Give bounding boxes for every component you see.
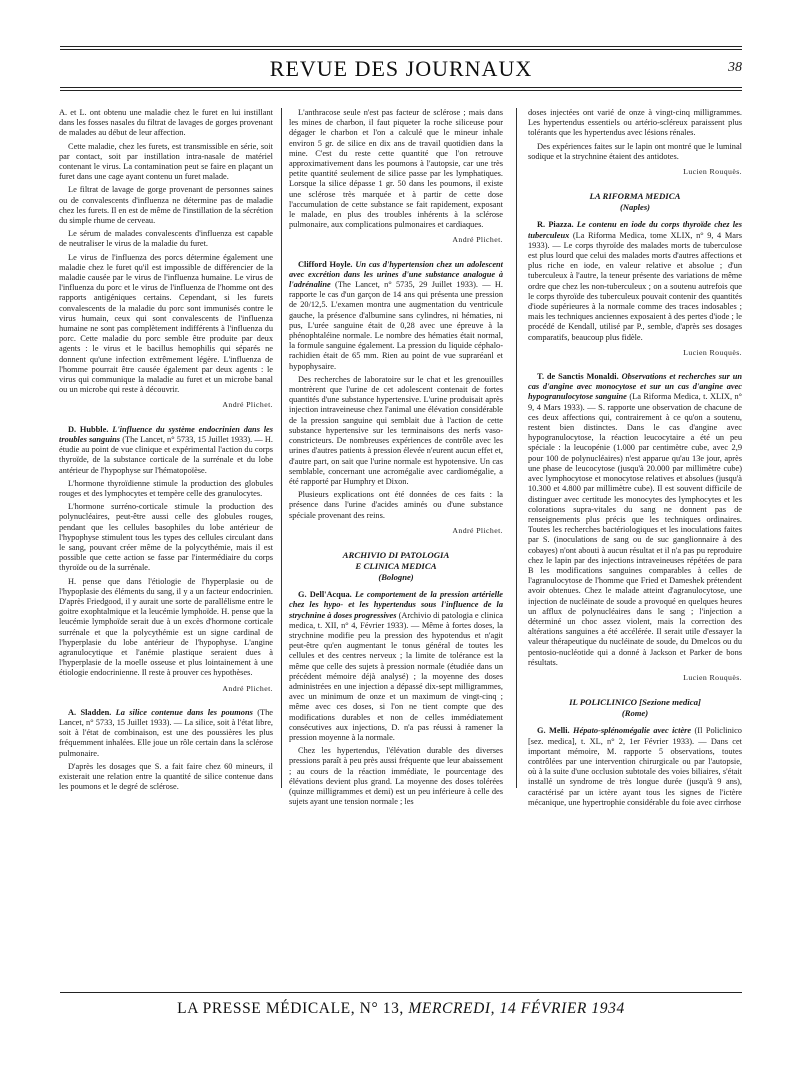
section-title: IL POLICLINICO [Sezione medica]	[569, 697, 701, 708]
article-author: R. Piazza.	[537, 220, 574, 230]
article-author: A. Sladden.	[68, 707, 112, 717]
signature: Lucien Rouquès.	[683, 347, 742, 357]
footer-date: MERCREDI, 14 FÉVRIER 1934	[408, 1000, 625, 1017]
header-rule-top	[60, 46, 742, 47]
paragraph: Chez les hypertendus, l'élévation durable des diverses pressions paraît à peu près aussi fréquente que leur abaissement ; au cours de la réaction immédiate, le pourcentage des élévations devient plus grand. La moyenne des doses tolérées (quinze milligrammes et demi) est un peu inférieure à celle des sujets ayant une tension normale ; les	[289, 746, 503, 807]
signature: Lucien Rouquès.	[683, 672, 742, 682]
article-author: G. Dell'Acqua.	[298, 590, 352, 600]
article-author: G. Melli.	[537, 726, 570, 736]
page-title: REVUE DES JOURNAUX	[269, 56, 533, 81]
article-text: (Il Policlinico [sez. medica], t. XL, n° 2, 1er Février 1933). — Dans cet important mémoire, M. rapporte 5 observations, toutes contrôlées par une intervention chirurgicale ou par l'autopsie, où à la suite d'une occlusion subtotale des voies biliaires, s'était installé un syndrome de très longue durée (jusqu'à 9 ans), caractérisé par un ictère ayant tous les signes de l'ictère mécanique, une hypertrophie considérable du foie avec cirrhose	[528, 726, 742, 807]
article-hoyle	[289, 260, 503, 372]
article-melli	[528, 726, 742, 808]
paragraph: doses injectées ont varié de onze à vingt-cinq milligrammes. Les hypertendus essentiels ou artério-scléreux paraissent plus tolérants que les hypertendus avec lésions rénales.	[528, 108, 742, 138]
article-piazza	[528, 220, 742, 342]
article-author: D. Hubble.	[68, 424, 109, 434]
page-number: 38	[728, 60, 742, 75]
article-text: (La Riforma Medica, t. XLIX, n° 9, 4 Mars 1933). — S. rapporte une observation de chacune de ces deux affections qui, contrairement à ce qu'on a soutenu, restent bien distinctes. Dans le cas d'angine avec hypogranulocytose, la réaction leucocytaire a été un peu spéciale : la leucopénie (1.000 par centimètre cube, avec 2,9 pour 100 de polynucléaires) n'est apparue qu'au 13e jour, après une phase de leucocytose (jusqu'à 20.000 par millimètre cube) avec lymphocytose et monocytose relatives et absolues (jusqu'à 10.300 et 4.800 par millimètre cube). Il est souvent difficile de distinguer avec certitude les monocytes des lymphocytes et les colorations supra-vitales du sang ne donnent pas de renseignements plus précis que les techniques ordinaires. Toutes les recherches bactériologiques et les inoculations faites par S. (inoculations de sang ou de suc ganglionnaire à des cobayes) n'ont abouti à aucun résultat et il n'a pas pu reproduire chez le lapin par des injections intraveineuses répétées de para B les modifications sanguines comparables à celles de l'agranulocytose de l'homme que Fried et Dameshek prétendent avoir obtenues. Chez le malade atteint d'agranulocytose, une injection de nucléinate de soude a provoqué en quelques heures un afflux de polynucléaires dans le sang ; l'injection a déterminé un choc assez violent, mais la correction des altérations sanguines a été accélérée. Il serait utile d'essayer la valeur thérapeutique du nucléinate de soude, du Dmelcos ou du pentosio-nucléotide qui a donné à Jackson et Parker de bons résultats.	[528, 392, 742, 667]
signature: André Plichet.	[222, 683, 273, 693]
footer-rule	[60, 992, 742, 993]
paragraph: L'hormone thyroïdienne stimule la production des globules rouges et des lymphocytes et tempère celle des granulocytes.	[59, 478, 273, 498]
header-rule-bottom	[60, 87, 742, 88]
signature: André Plichet.	[452, 525, 503, 535]
section-title-line-2: E CLINICA MEDICA	[355, 560, 437, 571]
paragraph: Des expériences faites sur le lapin ont montré que le luminal sodique et la strychnine étaient des antidotes.	[528, 141, 742, 161]
column-1	[59, 108, 273, 795]
paragraph: Le sérum de malades convalescents d'influenza est capable de neutraliser le virus de la maladie du furet.	[59, 229, 273, 249]
article-title: Observations et recherches sur un cas d'angine avec monocytose et sur un cas d'angine avec hypogranulocytose sanguine	[528, 372, 742, 402]
column-divider-1	[281, 108, 282, 788]
section-title: LA RIFORMA MEDICA	[589, 191, 681, 202]
article-hubble	[59, 425, 273, 476]
article-sladden	[59, 708, 273, 759]
article-title: Hépato-splénomégalie avec ictère	[573, 726, 692, 736]
signature: André Plichet.	[222, 400, 273, 410]
paragraph: Plusieurs explications ont été données de ces faits : la présence dans l'urine d'acides aminés ou d'une substance spéciale provenant des reins.	[289, 490, 503, 520]
article-title: L'influence du système endocrinien dans les troubles sanguins	[59, 424, 273, 444]
article-de-sanctis	[528, 372, 742, 668]
article-text: (The Lancet, n° 5735, 29 Juillet 1933). — H. rapporte le cas d'un garçon de 14 ans qui présenta une pression de 20/12,5. L'examen montra une augmentation du ventricule gauche, la présence d'albumine sans cylindres, ni hématies, ni pus, L'urée sanguine était de 0,28 avec une épreuve à la phénophtaléine normale. Le nombre des hématies était normal, la formule sanguine également. La pression du liquide céphalo-rachidien était de 65 mm. Rien au point de vue supraréanl et hypophysaire.	[289, 280, 504, 371]
article-title: Le comportement de la pression artérielle chez les hypo- et les hypertendus sous l'influence de la strychnine à doses progressives	[289, 590, 503, 620]
section-city: (Naples)	[619, 202, 651, 213]
section-city: (Rome)	[621, 708, 649, 719]
paragraph: L'hormone surréno-corticale stimule la production des polynucléaires, peut-être aussi celle des globules rouges, pendant que les cellules basophiles du lobe antérieur de l'hypophyse stimulent tous les types des cellules circulant dans le sang, pouvant créer même de la polycythémie, mais il est possible que cette action se fasse par l'intermédiaire du corps thyroïde ou de la surrénale.	[59, 502, 273, 573]
section-city: (Bologne)	[378, 571, 414, 582]
article-title: La silice contenue dans les poumons	[115, 707, 253, 717]
article-title: Un cas d'hypertension chez un adolescent avec excrétion dans les urines d'une substance analogue à l'adrénaline	[289, 259, 503, 290]
article-author: T. de Sanctis Monaldi.	[537, 372, 619, 382]
signature: Lucien Rouquès.	[683, 167, 742, 177]
article-text: (The Lancet, n° 5733, 15 Juillet 1933). — La silice, soit à l'état libre, soit à l'état de combinaison, est une des poussières les plus fréquemment inhalées. Elle joue un rôle certain dans la sclérose pulmonaire.	[59, 707, 273, 758]
paragraph: Cette maladie, chez les furets, est transmissible en série, soit par contact, soit par instillation intra-nasale de matériel contenant le virus. La contamination peut se faire en plaçant un furet dans une cage ayant contenu un furet malade.	[59, 141, 273, 182]
column-3	[528, 108, 742, 811]
article-author: Clifford Hoyle.	[298, 259, 353, 269]
paragraph: Le virus de l'influenza des porcs détermine également une maladie chez le furet qu'il est impossible de différencier de la maladie causée par le virus de l'influenza humaine. Le virus de l'influenza du porc et le virus de l'influenza de l'homme ont des rapports antigéniques certains. Cependant, si les furets convalescents de la maladie du porc sont immunisés contre le virus humain, ceux qui sont convalescents de l'influenza humaine ne sont pas complètement indifférents à l'influenza du porc. Cette maladie du porc semble être produite par deux agents : le virus et le bacillus hemophilis qui séparés ne donnent qu'une infection extrêmement légère. L'influenza de l'homme pourrait être causée également par deux agents : le virus qui communique la maladie au furet et un microbe banal ou un microbe qui reste à découvrir.	[59, 252, 273, 395]
page-footer	[60, 1000, 742, 1018]
paragraph: H. pense que dans l'étiologie de l'hyperplasie ou de l'hypoplasie des éléments du sang, il y a un facteur endocrinien. D'après Friedgood, il y aurait une sorte de parallélisme entre le goitre exophtalmique et la leucémie lymphoïde. H. pense que la leucémie lymphoïde serait due à un excès d'hormone corticale surrénale et que la polycythémie est un signe cardinal de l'hyperplasie du lobe antérieur de l'hypophyse. L'angine agranulocytique et l'anémie plastique seraient dues à l'hyperplasie de la moelle osseuse et plus lointainement à une étiologie endocrinienne. Il reste à prouver ces hypothèses.	[59, 576, 273, 678]
header-rule-bottom-2	[60, 90, 742, 91]
paragraph: D'après les dosages que S. a fait faire chez 60 mineurs, il existerait une relation entre la quantité de silice contenue dans les poumons et le degré de sclérose.	[59, 761, 273, 792]
paragraph: A. et L. ont obtenu une maladie chez le furet en lui instillant dans les fosses nasales du filtrat de lavages de gorges provenant de malades au début de leur affection.	[59, 108, 273, 138]
header-rule-top-2	[60, 49, 742, 50]
article-dellacqua	[289, 590, 503, 743]
signature: André Plichet.	[452, 235, 503, 245]
paragraph: Des recherches de laboratoire sur le chat et les grenouilles montrèrent que l'urine de cet adolescent contenait de fortes quantités d'une substance hypertensive. L'urine produisait après injection intraveineuse chez l'animal une élévation considérable de la pression sanguine qui semblait due à l'action de cette substance hypertensive sur les terminaisons des nerfs vaso-constricteurs. De nombreuses expériences de contrôle avec les urines d'autres patients à pression élevée n'eurent aucun effet et, d'autre part, on sait que l'urine normale est hypotensive. Un cas semblable, concernant une acromégalie avec cardiomégalie, a été rapporté par Humphry et Dixon.	[289, 374, 503, 486]
article-title: Le contenu en iode du corps thyroïde chez les tuberculeux	[528, 220, 742, 240]
footer-journal: LA PRESSE MÉDICALE, N° 13,	[177, 1000, 404, 1017]
article-text: (La Riforma Medica, tome XLIX, n° 9, 4 Mars 1933). — Le corps thyroïde des malades morts de tuberculose est plus lourd que celui des malades morts d'autres affections et plus riche en iode, en valeur relative et absolue ; d'un tuberculeux à l'autre, la teneur présente des variations de même ordre que chez les non-tuberculeux ; on a soutenu autrefois que le corps thyroïde des tuberculeux pouvait contenir des quantités d'iode supérieures à la normale comme des traces indosables ; mais les techniques anciennes exposaient à des pertes d'iode ; le procédé de Kendall, utilisé par P., semble, d'après ses dosages comparatifs, beaucoup plus fidèle.	[528, 230, 742, 342]
paragraph: Le filtrat de lavage de gorge provenant de personnes saines ou de convalescents d'influenza ne détermine pas de maladie chez les furets. Il en est de même de l'instillation de la sécrétion du simple rhume de cerveau.	[59, 185, 273, 226]
section-title: ARCHIVIO DI PATOLOGIA	[342, 549, 450, 560]
article-text: (Archivio di patologia e clinica medica, t. XII, n° 4, Février 1933). — Même à fortes doses, la strychnine modifie peu la pression des hypotendus et n'agit peut-être qu'en augmentant le tonus général de toutes les cellules et des centres nerveux ; la limite de tolérance est la même que celle des sujets à pression normale (étudiée dans un précédent mémoire déjà analysé) ; la moyenne des doses administrées en une injection a dépassé dix-sept milligrammes, avec un minimum de onze et un maximum de vingt-cinq ; même avec ces doses, si l'on ne tient compte que des modifications durables et non de celles immédiatement consécutives aux injections, D. n'a pas réussi à ramener la pression moyenne à la normale.	[289, 610, 504, 742]
column-divider-2	[516, 108, 517, 788]
column-2	[289, 108, 503, 810]
article-text: (The Lancet, n° 5733, 15 Juillet 1933). — H. étudie au point de vue clinique et expérimental l'action du corps thyroïde, de la substance corticale de la surrénale et du lobe antérieur de l'hypophyse sur l'hématopoïèse.	[59, 434, 274, 475]
paragraph: L'anthracose seule n'est pas facteur de sclérose ; mais dans les mines de charbon, il faut piqueter la roche siliceuse pour dégager le charbon et l'on a calculé que le mineur inhale environ 5 gr. de silice en dix ans de travail quotidien dans la mine. C'est du reste cette quantité que l'on retrouve approximativement dans les poumons à l'autopsie, car une très petite quantité seulement de silice passe par les lymphatiques. Lorsque la silice dépasse 1 gr. 50 dans les poumons, il existe une sclérose très marquée et à partir de cette dose l'accumulation de cette substance se fait rapidement, exposant le malade, en plus des troubles inhérents à la sclérose pulmonaire, aux complications pulmonaires et cardiaques.	[289, 108, 503, 230]
